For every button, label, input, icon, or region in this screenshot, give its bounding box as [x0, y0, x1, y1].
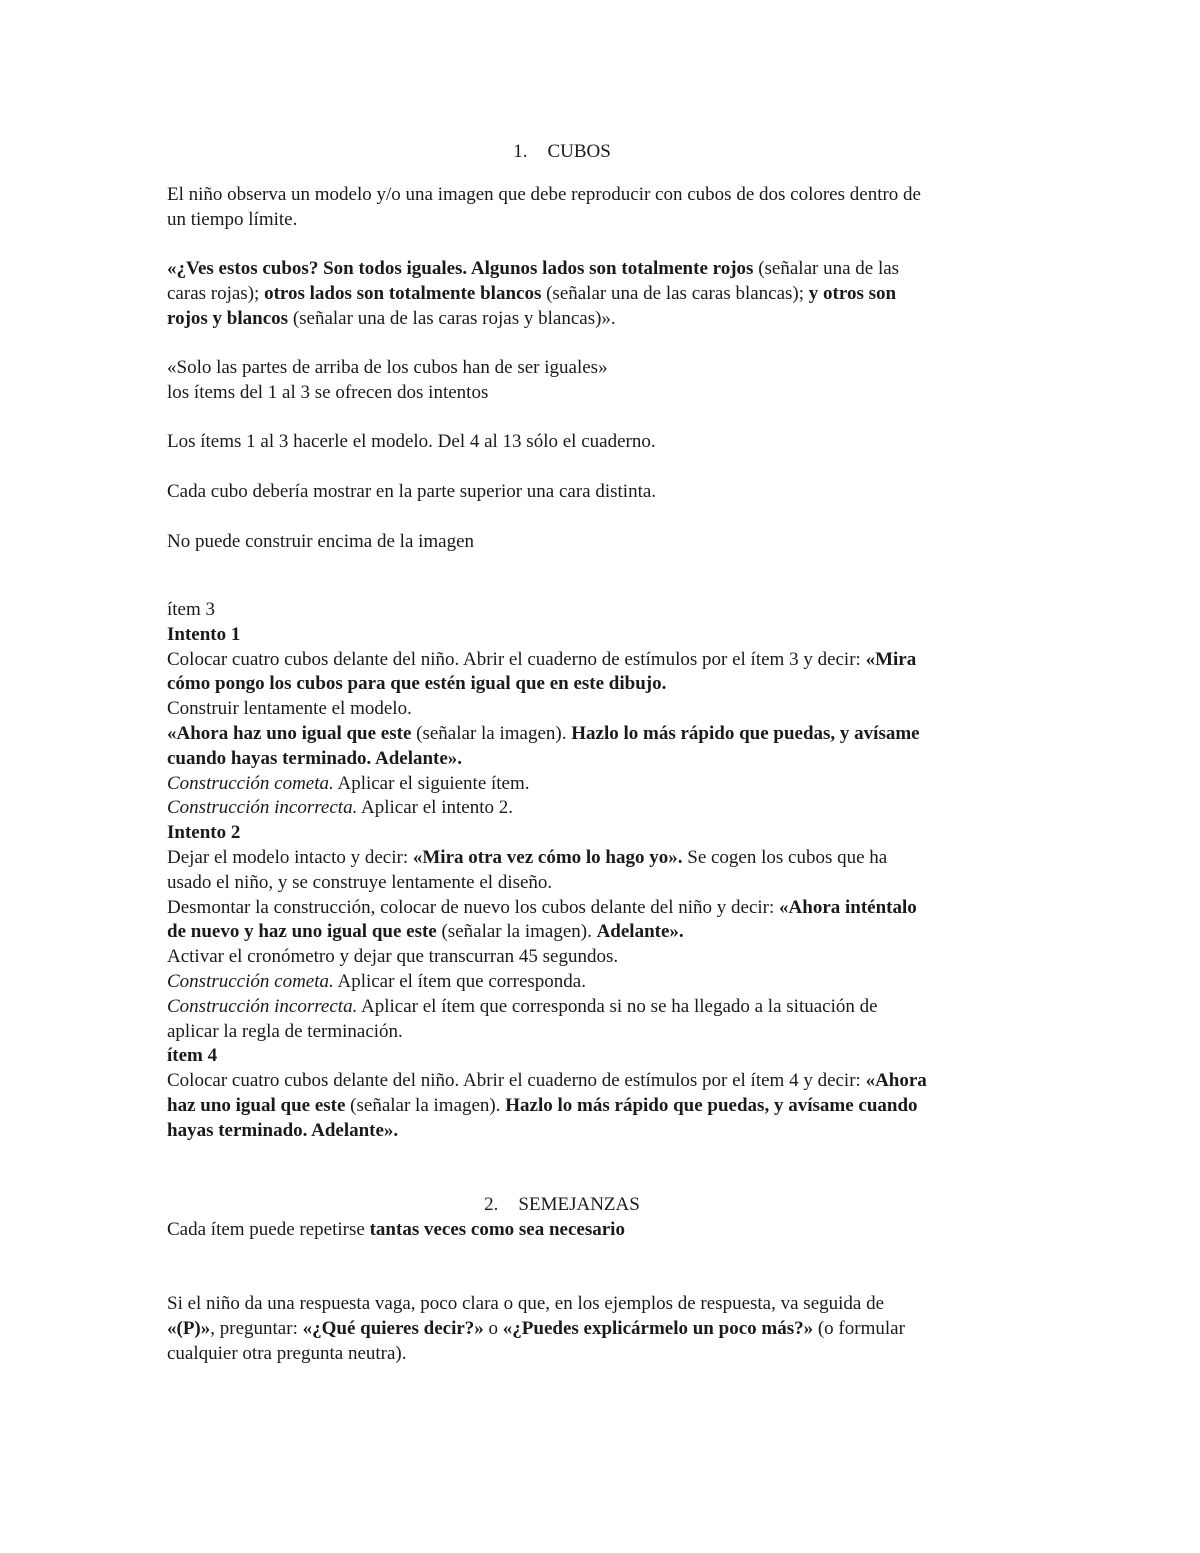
text-span: Cada ítem puede repetirse [167, 1219, 370, 1240]
text-span: (señalar la imagen). [436, 921, 597, 943]
bold-text: Adelante». [596, 921, 684, 943]
text-line [167, 307, 1037, 332]
text-line [167, 1119, 1037, 1144]
section-2-paragraph [167, 1292, 1037, 1366]
section-2-intro [167, 1218, 1037, 1243]
bold-text: «¿Puedes explicármelo un poco más?» [502, 1317, 814, 1339]
text-line: aplicar la regla de terminación. [167, 1020, 403, 1042]
bold-text: Hazlo lo más rápido que puedas, y avísame cuando [505, 1094, 918, 1116]
text-line: Activar el cronómetro y dejar que transcurran 45 segundos. [167, 946, 619, 968]
text-span: (señalar la imagen). [411, 722, 572, 744]
text-line: Los ítems 1 al 3 hacerle el modelo. Del 4 al 13 sólo el cuaderno. [167, 431, 656, 452]
bold-text: hayas terminado. Adelante». [167, 1119, 399, 1141]
text-line [167, 995, 1037, 1020]
text-span: Aplicar el ítem que corresponda si no se ha llegado a la situación de [357, 995, 878, 1017]
text-line [167, 722, 1037, 747]
bold-text: «¿Ves estos cubos? Son todos iguales. Algunos lados son totalmente rojos [167, 258, 754, 279]
text-line [167, 846, 1037, 871]
section-1-note-3 [167, 430, 1037, 455]
text-span: Se cogen los cubos que ha [682, 846, 888, 868]
section-2-title: SEMEJANZAS [518, 1194, 640, 1215]
section-1-number: 1. [513, 141, 528, 162]
text-line: No puede construir encima de la imagen [167, 531, 475, 552]
text-span: Desmontar la construcción, colocar de nuevo los cubos delante del niño y decir: [167, 896, 780, 918]
section-2-heading [167, 1193, 957, 1218]
section-1-note-5 [167, 530, 1037, 555]
bold-text: de nuevo y haz uno igual que este [167, 921, 437, 943]
text-line: un tiempo límite. [167, 208, 298, 230]
bold-text: Intento 1 [167, 623, 241, 645]
text-line [167, 1094, 1037, 1119]
bold-text: haz uno igual que este [167, 1094, 346, 1116]
text-span: , preguntar: [210, 1317, 303, 1339]
bold-text: cómo pongo los cubos para que estén igual que en este dibujo. [167, 673, 667, 695]
intento-1-label [167, 623, 1037, 648]
italic-text: Construcción incorrecta. [167, 995, 358, 1017]
bold-text: «(P)» [167, 1317, 211, 1339]
bold-text: tantas veces como sea necesario [369, 1219, 625, 1240]
bold-text: Hazlo lo más rápido que puedas, y avísame [571, 722, 920, 744]
intento-2-label [167, 821, 1037, 846]
bold-text: Intento 2 [167, 822, 241, 844]
text-line [167, 796, 1037, 821]
italic-text: Construcción incorrecta. [167, 797, 358, 819]
text-line [167, 1069, 1037, 1094]
text-span: (señalar una de las caras blancas); [541, 282, 809, 304]
text-span: (señalar la imagen). [345, 1094, 506, 1116]
text-span: Colocar cuatro cubos delante del niño. Abrir el cuaderno de estímulos por el ítem 3 y decir: [167, 648, 866, 670]
item-3-label: ítem 3 [167, 599, 216, 620]
text-line [167, 672, 1037, 697]
italic-text: Construcción cometa. [167, 970, 334, 992]
section-1-intro [167, 183, 1037, 233]
text-span: o [483, 1317, 503, 1339]
bold-text: «Ahora [865, 1070, 927, 1092]
text-line [167, 1218, 1037, 1243]
text-line: El niño observa un modelo y/o una imagen que debe reproducir con cubos de dos colores dentro de [167, 184, 921, 205]
text-line [167, 1317, 1037, 1342]
text-span: (señalar una de las [753, 258, 900, 279]
text-span: Aplicar el siguiente ítem. [333, 772, 530, 794]
text-line: los ítems del 1 al 3 se ofrecen dos intentos [167, 381, 489, 403]
bold-text: «¿Qué quieres decir?» [302, 1317, 484, 1339]
text-line: Si el niño da una respuesta vaga, poco clara o que, en los ejemplos de respuesta, va seguida de [167, 1293, 885, 1314]
text-span: (señalar una de las caras rojas y blancas)». [288, 307, 616, 329]
text-line [167, 970, 1037, 995]
section-2-number: 2. [484, 1194, 499, 1215]
bold-text: «Mira [865, 648, 917, 670]
bold-text: «Ahora haz uno igual que este [167, 722, 412, 744]
section-1-title: CUBOS [547, 141, 611, 162]
text-span: Colocar cuatro cubos delante del niño. Abrir el cuaderno de estímulos por el ítem 4 y decir: [167, 1070, 866, 1092]
text-line: «Solo las partes de arriba de los cubos han de ser iguales» [167, 357, 608, 378]
bold-text: «Mira otra vez cómo lo hago yo». [412, 846, 683, 868]
text-line [167, 648, 1037, 673]
text-span: caras rojas); [167, 282, 265, 304]
text-span: Aplicar el ítem que corresponda. [333, 970, 586, 992]
item-4-label [167, 1044, 1037, 1069]
bold-text: ítem 4 [167, 1045, 218, 1067]
text-line [167, 772, 1037, 797]
text-span: Aplicar el intento 2. [357, 797, 513, 819]
text-line [167, 747, 1037, 772]
text-line: Construir lentamente el modelo. [167, 698, 412, 720]
text-span: (o formular [813, 1317, 905, 1339]
text-line: usado el niño, y se construye lentamente el diseño. [167, 871, 553, 893]
text-line: Cada cubo debería mostrar en la parte superior una cara distinta. [167, 481, 657, 502]
text-line [167, 920, 1037, 945]
section-1-heading [167, 140, 957, 165]
section-1-instruction [167, 257, 1037, 331]
item-3-block [167, 598, 1037, 1144]
bold-text: rojos y blancos [167, 307, 289, 329]
bold-text: y otros son [808, 282, 897, 304]
text-line [167, 282, 1037, 307]
bold-text: otros lados son totalmente blancos [264, 282, 542, 304]
section-1-note-4 [167, 480, 1037, 505]
italic-text: Construcción cometa. [167, 772, 334, 794]
section-1-notes [167, 356, 1037, 406]
bold-text: cuando hayas terminado. Adelante». [167, 747, 463, 769]
text-span: Dejar el modelo intacto y decir: [167, 846, 413, 868]
bold-text: «Ahora inténtalo [779, 896, 917, 918]
text-line: cualquier otra pregunta neutra). [167, 1342, 407, 1364]
text-line [167, 896, 1037, 921]
text-line [167, 257, 1037, 282]
